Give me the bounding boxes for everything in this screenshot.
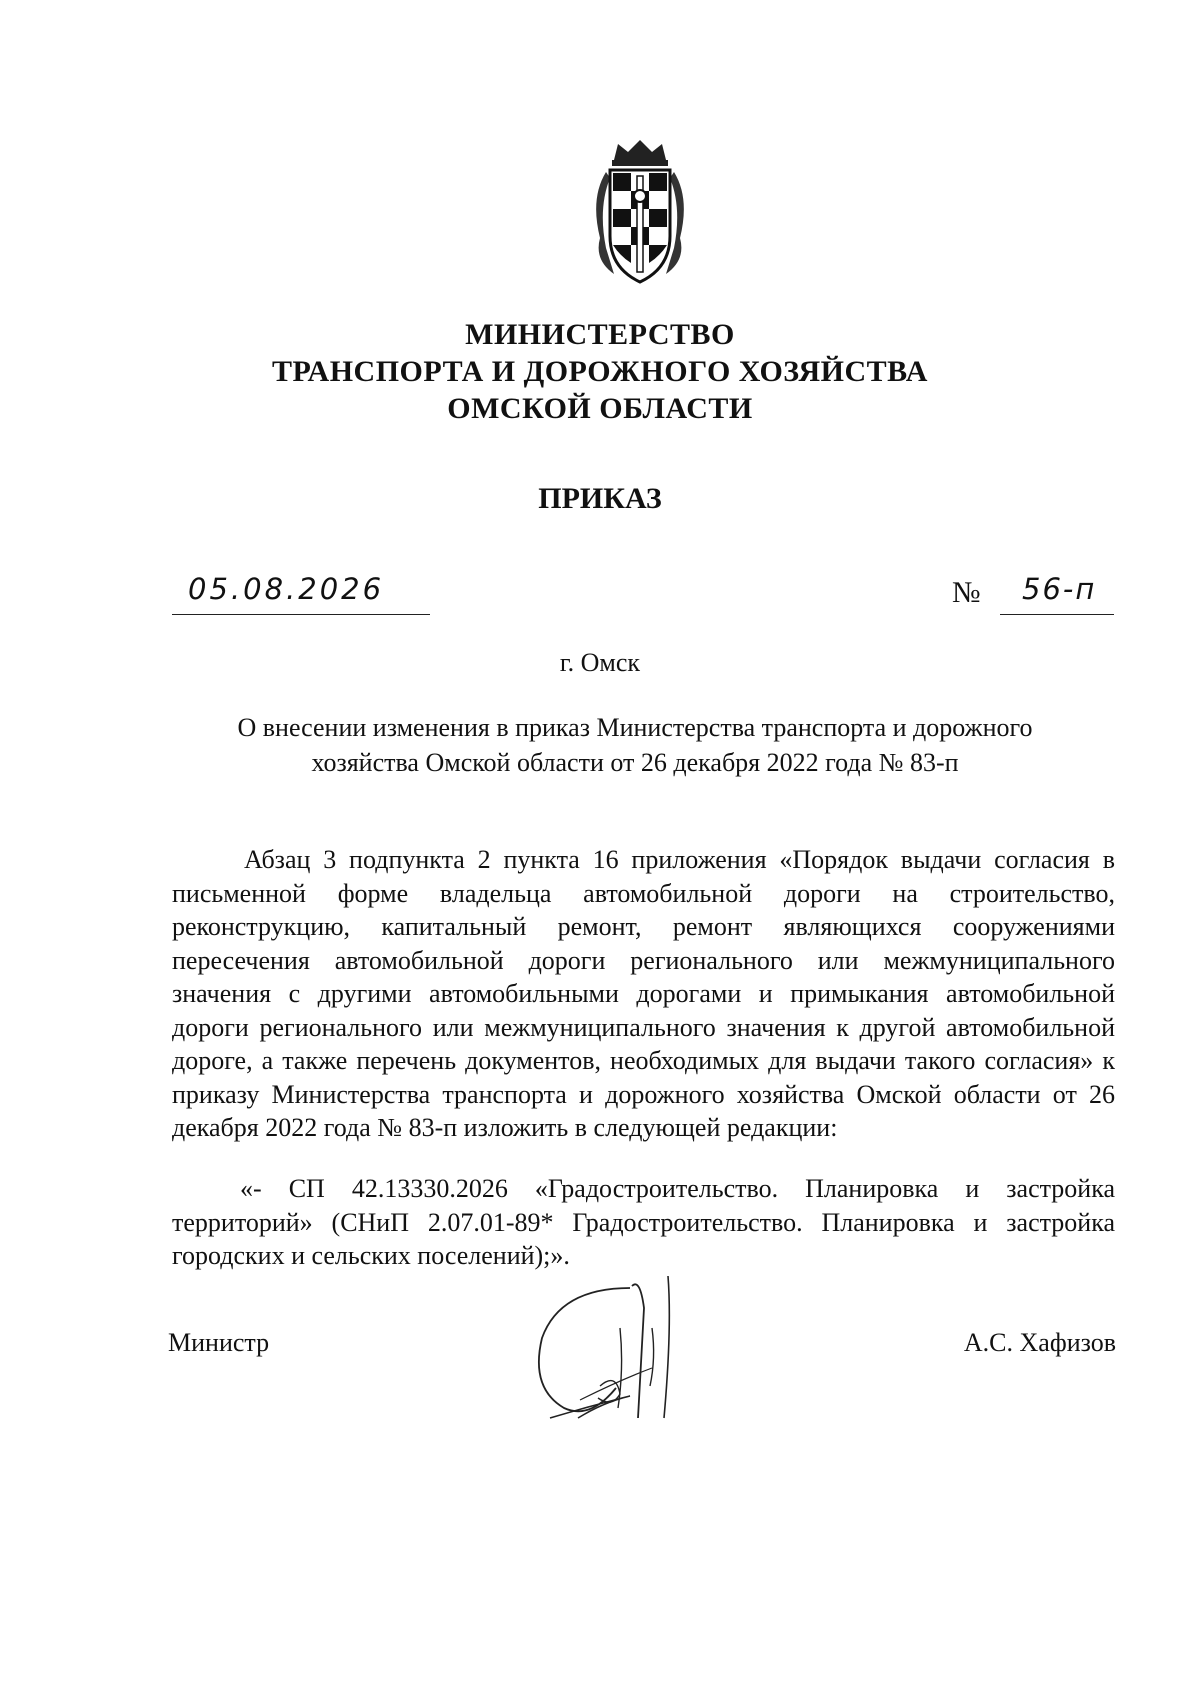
- number-sign: №: [952, 576, 981, 609]
- org-name-line-3: ОМСКОЙ ОБЛАСТИ: [447, 392, 753, 425]
- subject-line-1: О внесении изменения в приказ Министерства транспорта и дорожного: [237, 713, 1033, 742]
- body-paragraph-1: Абзац 3 подпункта 2 пункта 16 приложения «Порядок выдачи согласия в письменной форме владельца автомобильной дороги на строительство, реконструкцию, капитальный ремонт, ремонт являющихся сооружениями пересечения автомобильной дороги регионального или межмуниципального значения с другими автомобильными дорогами и примыкания автомобильной дороги регионального или межмуниципального значения к другой автомобильной дороге, а также перечень документов, необходимых для выдачи такого согласия» к приказу Министерства транспорта и дорожного хозяйства Омской области от 26 декабря 2022 года № 83-п изложить в следующей редакции:: [172, 845, 1115, 1142]
- date-field: [172, 572, 430, 615]
- handwritten-signature-icon: [520, 1268, 720, 1438]
- subject-line-2: хозяйства Омской области от 26 декабря 2022 года № 83-п: [311, 748, 959, 777]
- date-value: 05.08.2026: [188, 572, 385, 606]
- signer-position: Министр: [168, 1328, 270, 1357]
- number-value: 56-п: [1022, 572, 1097, 606]
- number-field: [952, 572, 1114, 616]
- org-name-line-2: ТРАНСПОРТА И ДОРОЖНОГО ХОЗЯЙСТВА: [272, 355, 928, 388]
- omsk-region-coat-of-arms-icon: [584, 138, 696, 286]
- document-type-title: ПРИКАЗ: [538, 482, 662, 515]
- org-name-line-1: МИНИСТЕРСТВО: [465, 318, 735, 351]
- signer-name: А.С. Хафизов: [963, 1328, 1116, 1357]
- document-subject: [190, 710, 1080, 780]
- number-underline: [1000, 572, 1114, 615]
- city-name: г. Омск: [559, 648, 641, 677]
- body-paragraph-2: «- СП 42.13330.2026 «Градостроительство. Планировка и застройка территорий» (СНиП 2.07.01-89* Градостроительство. Планировка и застройка городских и сельских поселений);».: [172, 1174, 1115, 1270]
